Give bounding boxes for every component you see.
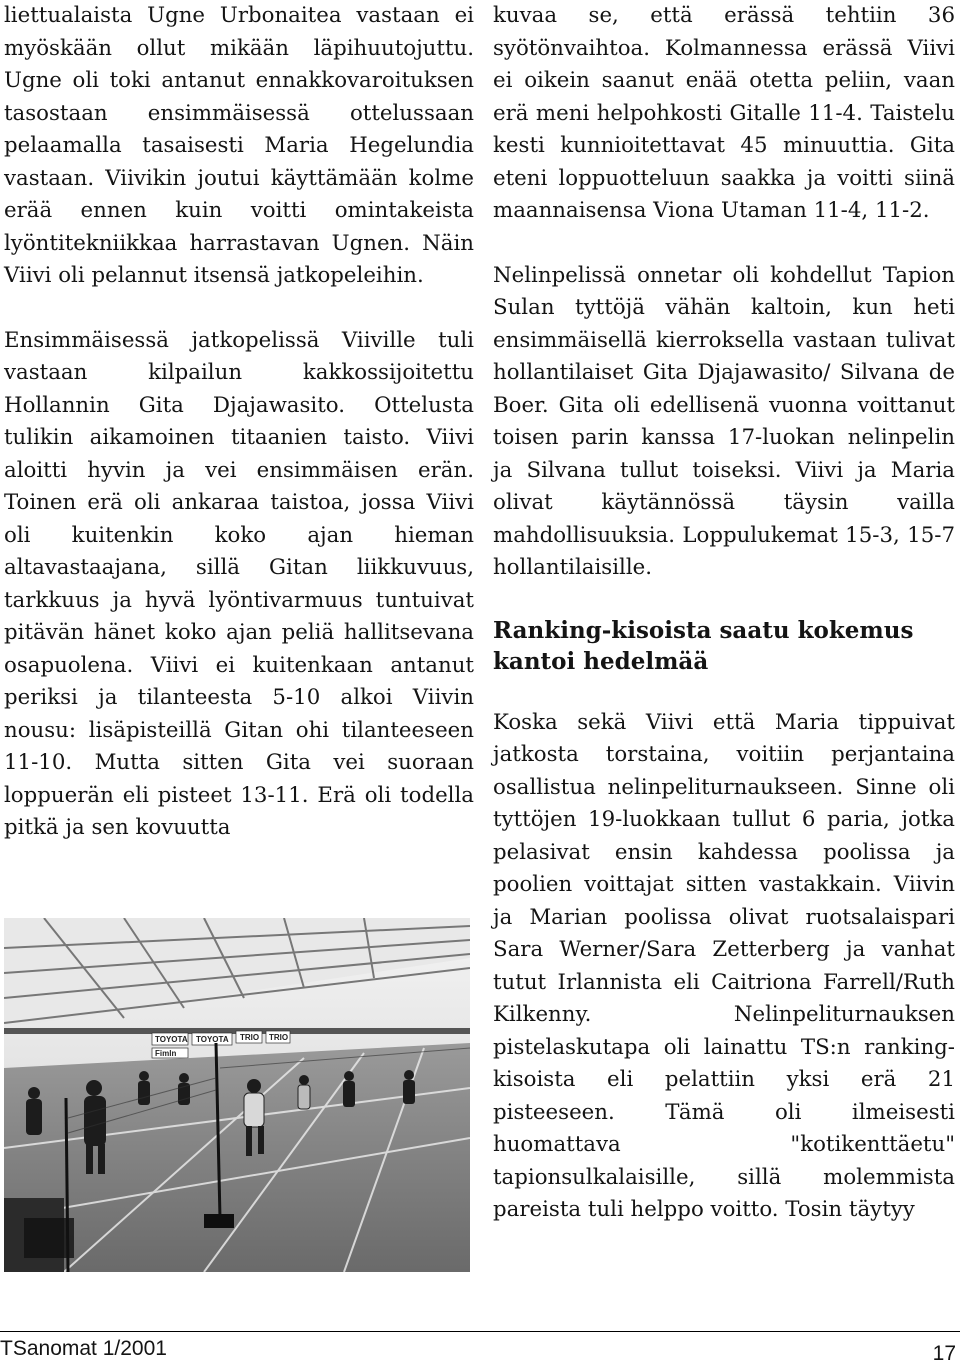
right-paragraph-1: kuvaa se, että erässä tehtiin 36 syötönvaihtoa. Kolmannessa erässä Viivi ei oikein saanut enää otetta peliin, vaan erä meni helpohkosti Gitalle 11-4. Taistelu kesti kunnioitettavat 45 minuuttia. Gita eteni loppuotteluun saakka ja voitti siinä maannaisensa Viona Utaman 11-4, 11-2. xyxy=(493,3,955,223)
photo-banner-5: Fimln xyxy=(155,1049,177,1058)
badminton-hall-photo xyxy=(4,918,470,1272)
left-paragraph-1: liettualaista Ugne Urbonaitea vastaan ei myöskään ollut mikään läpihuutojuttu. Ugne oli toki antanut ennakkovaroituksen tasostaan ensimmäisessä ottelussaan pelaamalla tasaisesti Maria Hegelundia vastaan. Viivikin joutui käyttämään kolme erää ennen kuin voitti omintakeista lyöntitekniikkaa harrastavan Ugnen. Näin Viivi oli pelannut itsensä jatkopeleihin. xyxy=(4,3,474,288)
footer-rule xyxy=(0,1331,960,1332)
left-column xyxy=(4,0,474,845)
photo-banner-2: TOYOTA xyxy=(196,1035,229,1044)
photo-banner-3: TRIO xyxy=(240,1033,260,1042)
right-paragraph-3: Koska sekä Viivi että Maria tippuivat jatkosta torstaina, voitiin perjantaina osallistua nelinpeliturnaukseen. Sinne oli tyttöjen 19-luokkaan tullut 6 paria, jotka pelasivat ensin kahdessa poolissa ja poolien voittajat sitten vastakkain. Viivin ja Marian poolissa olivat ruotsalaispari Sara Werner/Sara Zetterberg ja vanhat tutut Irlannista eli Caitriona Farrell/Ruth Kilkenny. Nelinpeliturnauksen pistelaskutapa oli lainattu TS:n ranking-kisoista eli pelattiin yksi erä 21 pisteeseen. Tämä oli ilmeisesti huomattava "kotikenttäetu" tapionsulkalaisille, sillä molemmista pareista tuli helppo voitto. Tosin täytyy xyxy=(493,709,955,1222)
section-heading: Ranking-kisoista saatu kokemus kantoi hedelmää xyxy=(493,616,914,675)
publication-name: TSanomat 1/2001 xyxy=(0,1337,167,1360)
page-number: 17 xyxy=(932,1342,956,1365)
right-paragraph-2: Nelinpelissä onnetar oli kohdellut Tapion Sulan tyttöjä vähän kaltoin, kun heti ensimmäisellä kierroksella vastaan tulivat hollantilaiset Gita Djajawasito/ Silvana de Boer. Gita oli edellisenä vuonna voittanut toisen parin kanssa 17-luokan nelinpelin ja Silvana tullut toiseksi. Viivi ja Maria olivat käytännössä täysin vailla mahdollisuuksia. Loppulukemat 15-3, 15-7 hollantilaisille. xyxy=(493,262,955,580)
left-paragraph-2: Ensimmäisessä jatkopelissä Viiville tuli vastaan kilpailun kakkossijoitettu Hollannin Gita Djajawasito. Ottelusta tulikin aikamoinen titaanien taisto. Viivi aloitti hyvin ja vei ensimmäisen erän. Toinen erä oli ankaraa taistoa, jossa Viivi oli kuitenkin koko ajan hieman altavastaajana, sillä Gitan liikkuvuus, tarkkuus ja hyvä lyöntivarmuus tuntuivat pitävän hänet koko ajan peliä hallitsevana osapuolena. Viivi ei kuitenkaan antanut periksi ja tilanteesta 5-10 alkoi Viivin nousu: lisäpisteillä Gitan ohi tilanteeseen 11-10. Mutta sitten Gita vei suoraan loppuerän eli pisteet 13-11. Erä oli todella pitkä ja sen kovuutta xyxy=(4,327,474,840)
right-column xyxy=(493,0,955,1227)
photo-banner-1: TOYOTA xyxy=(155,1035,188,1044)
photo-banner-4: TRIO xyxy=(269,1033,289,1042)
